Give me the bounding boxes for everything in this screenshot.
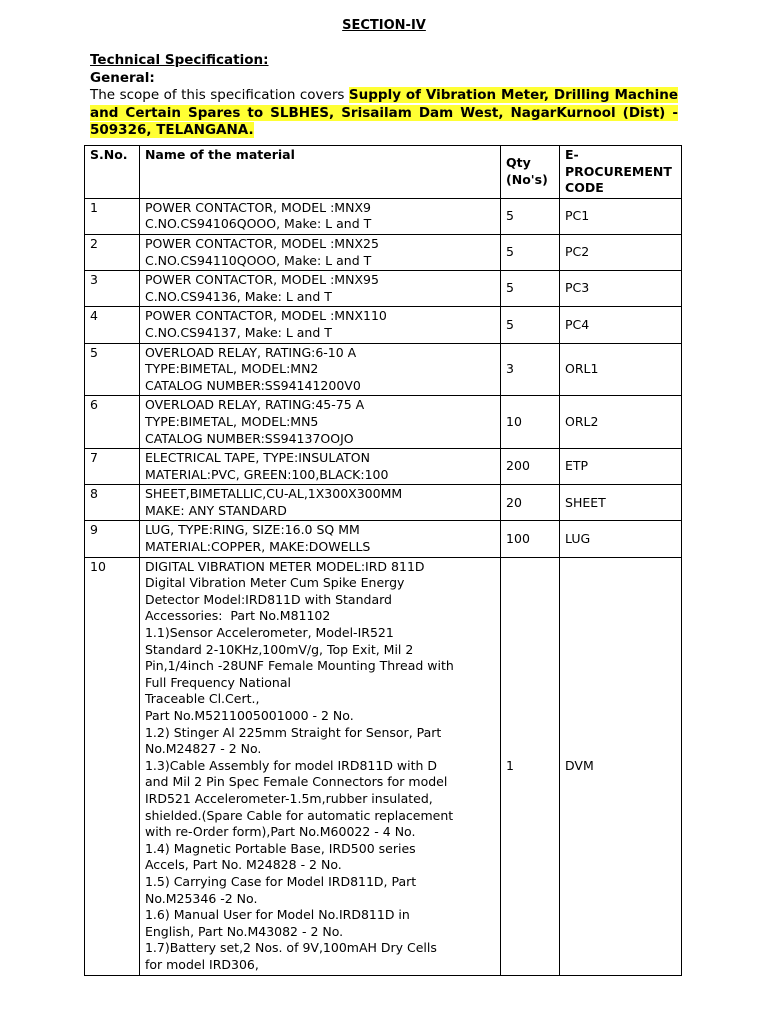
header-name: Name of the material: [139, 146, 500, 199]
row-material-name: [139, 396, 500, 449]
row-procurement-code: ORL1: [560, 343, 682, 396]
material-line: SHEET,BIMETALLIC,CU-AL,1X300X300MM: [144, 486, 403, 502]
table-row: [85, 234, 682, 270]
row-procurement-code: DVM: [560, 557, 682, 975]
material-line: for model IRD306,: [144, 956, 259, 972]
material-line: Digital Vibration Meter Cum Spike Energy: [144, 575, 405, 591]
material-line: ELECTRICAL TAPE, TYPE:INSULATON: [144, 450, 370, 466]
material-line: 1.7)Battery set,2 Nos. of 9V,100mAH Dry Cells: [144, 940, 437, 956]
material-line: Pin,1/4inch -28UNF Female Mounting Thread with: [144, 658, 454, 674]
row-procurement-code: ORL2: [560, 396, 682, 449]
material-line: 1.4) Magnetic Portable Base, IRD500 series: [144, 840, 416, 856]
row-qty: 5: [501, 234, 560, 270]
material-line: POWER CONTACTOR, MODEL :MNX25: [144, 235, 379, 251]
row-material-name: [139, 557, 500, 975]
row-sno: 5: [85, 343, 140, 396]
material-line: and Mil 2 Pin Spec Female Connectors for model: [144, 774, 448, 790]
material-line: LUG, TYPE:RING, SIZE:16.0 SQ MM: [144, 522, 360, 538]
material-line: TYPE:BIMETAL, MODEL:MN2: [144, 361, 319, 377]
row-material-name: [139, 271, 500, 307]
material-line: MATERIAL:COPPER, MAKE:DOWELLS: [144, 539, 371, 555]
material-line: DIGITAL VIBRATION METER MODEL:IRD 811D: [144, 558, 425, 574]
material-line: MAKE: ANY STANDARD: [144, 502, 287, 518]
row-sno: 9: [85, 521, 140, 557]
row-procurement-code: SHEET: [560, 485, 682, 521]
row-qty: 3: [501, 343, 560, 396]
row-qty: 1: [501, 557, 560, 975]
row-procurement-code: PC2: [560, 234, 682, 270]
material-line: Full Frequency National: [144, 674, 291, 690]
material-line: CATALOG NUMBER:SS94137OOJO: [144, 430, 354, 446]
table-row: [85, 307, 682, 343]
material-line: IRD521 Accelerometer-1.5m,rubber insulated,: [144, 790, 433, 806]
row-procurement-code: PC3: [560, 271, 682, 307]
material-line: English, Part No.M43082 - 2 No.: [144, 923, 344, 939]
row-material-name: [139, 234, 500, 270]
material-line: Traceable Cl.Cert.,: [144, 691, 260, 707]
row-material-name: [139, 343, 500, 396]
table-row: [85, 271, 682, 307]
material-line: C.NO.CS94137, Make: L and T: [144, 324, 332, 340]
row-sno: 8: [85, 485, 140, 521]
material-line: Accessories: Part No.M81102: [144, 608, 331, 624]
row-sno: 3: [85, 271, 140, 307]
material-line: 1.1)Sensor Accelerometer, Model-IR521: [144, 625, 394, 641]
row-sno: 7: [85, 449, 140, 485]
table-header-row: [85, 146, 682, 199]
row-sno: 1: [85, 198, 140, 234]
material-line: C.NO.CS94106QOOO, Make: L and T: [144, 216, 372, 232]
material-line: POWER CONTACTOR, MODEL :MNX110: [144, 308, 387, 324]
material-line: shielded.(Spare Cable for automatic replacement: [144, 807, 454, 823]
scope-paragraph: [90, 87, 678, 140]
section-title: SECTION-IV: [342, 18, 426, 33]
table-row: [85, 396, 682, 449]
row-qty: 5: [501, 198, 560, 234]
table-row: [85, 198, 682, 234]
material-line: No.M25346 -2 No.: [144, 890, 258, 906]
material-line: Part No.M5211005001000 - 2 No.: [144, 708, 354, 723]
row-qty: 100: [501, 521, 560, 557]
material-line: CATALOG NUMBER:SS94141200V0: [144, 377, 361, 393]
row-qty: 5: [501, 271, 560, 307]
table-row: [85, 449, 682, 485]
table-row: [85, 557, 682, 975]
row-qty: 200: [501, 449, 560, 485]
row-procurement-code: ETP: [560, 449, 682, 485]
material-line: 1.2) Stinger Al 225mm Straight for Sensor, Part: [144, 724, 442, 740]
row-sno: 2: [85, 234, 140, 270]
material-line: Accels, Part No. M24828 - 2 No.: [144, 857, 342, 873]
row-procurement-code: PC1: [560, 198, 682, 234]
row-material-name: [139, 521, 500, 557]
header-qty: Qty (No's): [501, 146, 560, 199]
table-row: [85, 485, 682, 521]
material-line: OVERLOAD RELAY, RATING:45-75 A: [144, 397, 365, 413]
material-line: TYPE:BIMETAL, MODEL:MN5: [144, 413, 319, 429]
material-line: Detector Model:IRD811D with Standard: [144, 591, 392, 607]
material-line: POWER CONTACTOR, MODEL :MNX9: [144, 199, 371, 215]
material-line: MATERIAL:PVC, GREEN:100,BLACK:100: [144, 466, 389, 482]
row-qty: 20: [501, 485, 560, 521]
row-sno: 6: [85, 396, 140, 449]
header-sno: S.No.: [85, 146, 140, 199]
header-code: E-PROCUREMENT CODE: [560, 146, 682, 199]
material-line: C.NO.CS94136, Make: L and T: [144, 288, 332, 304]
row-qty: 10: [501, 396, 560, 449]
row-procurement-code: PC4: [560, 307, 682, 343]
table-row: [85, 521, 682, 557]
scope-text: The scope of this specification covers: [90, 87, 349, 103]
row-qty: 5: [501, 307, 560, 343]
material-line: Standard 2-10KHz,100mV/g, Top Exit, Mil 2: [144, 641, 414, 657]
material-line: POWER CONTACTOR, MODEL :MNX95: [144, 272, 379, 288]
row-material-name: [139, 307, 500, 343]
specification-table: [84, 145, 682, 976]
row-procurement-code: LUG: [560, 521, 682, 557]
row-sno: 10: [85, 557, 140, 975]
table-body: [85, 198, 682, 975]
material-line: No.M24827 - 2 No.: [144, 741, 262, 757]
row-material-name: [139, 198, 500, 234]
material-line: OVERLOAD RELAY, RATING:6-10 A: [144, 344, 357, 360]
material-line: 1.3)Cable Assembly for model IRD811D with D: [144, 757, 438, 773]
material-line: 1.6) Manual User for Model No.IRD811D in: [144, 907, 410, 923]
material-line: 1.5) Carrying Case for Model IRD811D, Part: [144, 873, 417, 889]
scope-highlight: Supply of Vibration Meter, Drilling Machine and Certain Spares to SLBHES, Srisailam Dam West, NagarKurnool (Dist) - 509326, TELANGANA.: [90, 87, 678, 138]
row-material-name: [139, 449, 500, 485]
table-row: [85, 343, 682, 396]
material-line: with re-Order form),Part No.M60022 - 4 No.: [144, 824, 416, 840]
general-heading: General:: [90, 70, 155, 86]
material-line: C.NO.CS94110QOOO, Make: L and T: [144, 252, 372, 268]
row-sno: 4: [85, 307, 140, 343]
technical-spec-heading: Technical Specification:: [90, 52, 269, 68]
row-material-name: [139, 485, 500, 521]
